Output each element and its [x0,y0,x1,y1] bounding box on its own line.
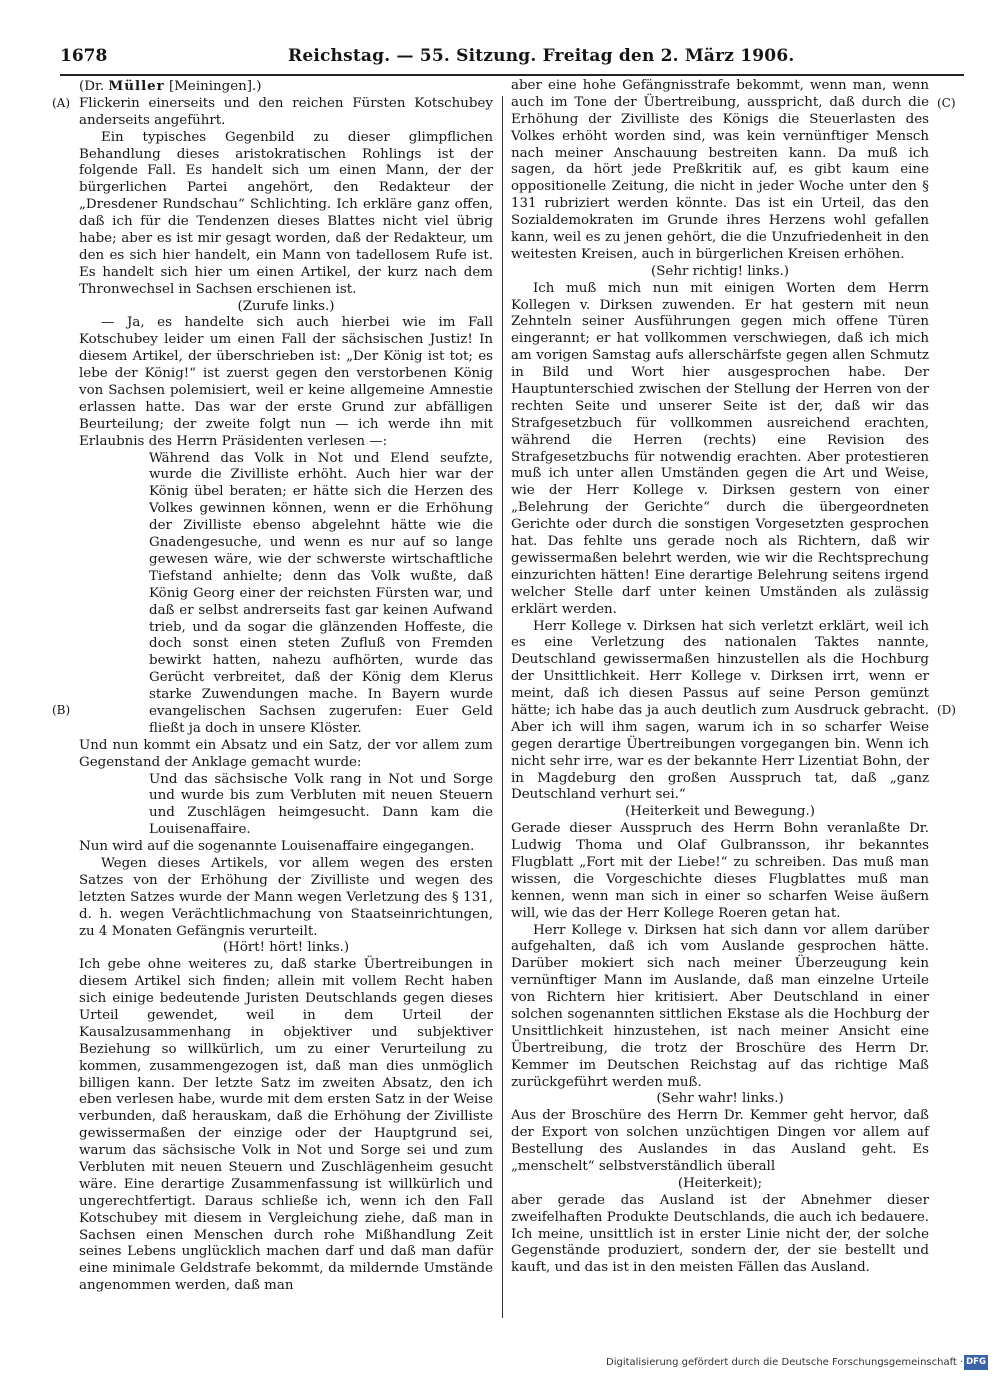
paragraph: Nun wird auf die sogenannte Louisenaffaire eingegangen. [79,839,475,855]
speaker-line [79,78,493,96]
paragraph: aber eine hohe Gefängnisstrafe bekommt, wenn man, wenn auch im Tone der Übertreibung, ausspricht, daß durch die Erhöhung der Zivilliste des Königs die Steuerlasten des Volkes erhöht worden sind, was kein vernünftiger Mensch nach meiner Anschauung bestreiten kann. Da muß ich sagen, da hört jede Preßkritik auf, es gibt kaum eine oppositionelle Zeitung, die nicht in jeder Woche unter den § 131 rubriziert werden könnte. Das ist ein Urteil, das den Sozialdemokraten im Grunde ihres Herzens wohl gefallen kann, weil es zu jenen gehört, die die Unzufriedenheit in den weitesten Kreisen, auch in bürgerlichen Kreisen erhöhen. [511,78,929,262]
margin-mark-b: (B) [52,703,71,717]
speaker-prefix: (Dr. [79,79,105,94]
block-quote: Während das Volk in Not und Elend seufzte, wurde die Zivilliste erhöht. Auch hier war der König übel beraten; er hätte sich die Herzen des Volkes gewinnen können, wenn er die Erhöhung der Zivilliste ebenso abgelehnt hätte wie die Gnadengesuche, und wenn es nur auf so lange gewesen wäre, wie der schwerste wirtschaftliche Tiefstand anhielte; denn das Volk wußte, daß König Georg einer der reichsten Fürsten war, und daß er selbst andrerseits fast gar keinen Aufwand trieb, und da sogar die glänzenden Hoffeste, die doch sonst einen steten Zufluß von Fremden bewirkt hatten, nahezu aufhörten, wurde das Gerücht verbreitet, daß der König dem Klerus starke Zuwendungen mache. In Bayern wurde evangelischen Sachsen zugerufen: Euer Geld fließt ja doch in unsere Klöster. [149,450,493,736]
right-column [511,78,929,1277]
paragraph: Wegen dieses Artikels, vor allem wegen des ersten Satzes von der Erhöhung der Zivilliste und wegen des letzten Satzes wurde der Mann wegen Verletzung des § 131, d. h. wegen Verächtlichmachung von Staatseinrichtungen, zu 4 Monaten Gefängnis verurteilt. [79,855,493,939]
dfg-logo-icon: DFG [964,1355,988,1370]
interjection: (Sehr wahr! links.) [656,1091,784,1107]
paragraph: Herr Kollege v. Dirksen hat sich dann vor allem darüber aufgehalten, daß ich vom Auslande gesprochen hätte. Darüber mokiert sich nach meiner Überzeugung kein vernünftiger Mann im Auslande, daß man einzelne Urteile von Richtern hier kritisiert. Aber Deutschland in einer solchen sogenannten sittlichen Ekstase als die Hochburg der Unsittlichkeit hinzustehen, ist nach meiner Ansicht eine Übertreibung, die trotz der Broschüre des Herrn Dr. Kemmer im Deutschen Reichstag auf das richtige Maß zurückgeführt werden muß. [511,922,929,1090]
interjection: (Heiterkeit); [677,1175,763,1191]
block-quote: Und das sächsische Volk rang in Not und Sorge und wurde bis zum Verbluten mit neuen Steuern und Zuschlägen heimgesucht. Dann kam die Louisenaffaire. [149,771,493,838]
speaker-name: Müller [108,78,165,94]
paragraph: Aus der Broschüre des Herrn Dr. Kemmer geht hervor, daß der Export von solchen unzüchtigen Dingen vor allem auf Bestellung des Auslandes in das Ausland geht. Es „menschelt“ selbstverständlich überall [511,1108,929,1174]
interjection: (Sehr richtig! links.) [651,263,789,279]
paragraph: Ein typisches Gegenbild zu dieser glimpflichen Behandlung dieses aristokratischen Rohlings ist der folgende Fall. Es handelt sich um einen Mann, der der bürgerlichen Partei angehört, den Redakteur der „Dresdener Rundschau“ Schlichting. Ich erkläre ganz offen, daß ich für die Tendenzen dieses Blattes nicht viel übrig habe; aber es ist mir gesagt worden, daß der Redakteur, um den es sich hier handelt, ein Mann von tadellosem Rufe ist. Es handelt sich hier um einen Artikel, der kurz nach dem Thronwechsel in Sachsen erschienen ist. [79,129,493,297]
margin-mark-c: (C) [937,96,956,110]
paragraph: aber gerade das Ausland ist der Abnehmer dieser zweifelhaften Produkte Deutschlands, die auch ich bedauere. Ich meine, unsittlich ist in erster Linie nicht der, der solche Gegenstände produziert, sondern der, der sie bestellt und kauft, und das ist in den meisten Fällen das Ausland. [511,1192,929,1276]
paragraph: Gerade dieser Ausspruch des Herrn Bohn veranlaßte Dr. Ludwig Thoma und Olaf Gulbransson, ihr bekanntes Flugblatt „Fort mit der Liebe!“ zu schreiben. Das muß man wissen, die Vorgeschichte dieses Flugblattes muß man kennen, wenn man sich in einer so scharfen Weise äußern will, wie das der Herr Kollege Roeren getan hat. [511,821,929,921]
left-column [79,78,493,1295]
margin-mark-d: (D) [937,703,956,717]
page-number: 1678 [60,46,108,66]
speaker-suffix: [Meiningen].) [169,79,262,94]
margin-mark-a: (A) [52,96,71,110]
page-header [60,46,964,72]
interjection: (Heiterkeit und Bewegung.) [625,804,815,820]
interjection: (Zurufe links.) [237,298,335,314]
paragraph: Und nun kommt ein Absatz und ein Satz, der vor allem zum Gegenstand der Anklage gemacht wurde: [79,737,493,770]
paragraph: — Ja, es handelte sich auch hierbei wie im Fall Kotschubey leider um einen Fall der sächsischen Justiz! In diesem Artikel, der überschrieben ist: „Der König ist tot; es lebe der König!“ ist zuerst gegen den verstorbenen König von Sachsen polemisiert, weil er keine allgemeine Amnestie erlassen hatte. Das war der erste Grund zur abfälligen Beurteilung; der zweite folgt nun — ich werde ihn mit Erlaubnis des Herrn Präsidenten verlesen —: [79,315,493,449]
header-rule [60,74,964,76]
paragraph: Flickerin einerseits und den reichen Fürsten Kotschubey anderseits angeführt. [79,95,493,128]
digitization-notice: Digitalisierung gefördert durch die Deutsche Forschungsgemeinschaft · [606,1357,964,1368]
column-divider [502,96,503,1318]
paragraph: Ich gebe ohne weiteres zu, daß starke Übertreibungen in diesem Artikel sich finden; allein mit vollem Recht haben sich einige bedeutende Juristen Deutschlands gegen dieses Urteil gewendet, weil in dem Urteil der Kausalzusammenhang in objektiver und subjektiver Beziehung so willkürlich, um zu einer Verurteilung zu kommen, zusammengezogen ist, daß man dies unmöglich billigen kann. Der letzte Satz im zweiten Absatz, den ich eben verlesen habe, wurde mit dem ersten Satz in der Weise verbunden, daß herauskam, daß die Erhöhung der Zivilliste gewissermaßen der einzige oder der Hauptgrund sei, warum das sächsische Volk in Not und Sorge sei und zum Verbluten mit neuen Steuern und Zuschlägenheim gesucht wäre. Eine derartige Zusammenfassung ist willkürlich und ungerechtfertigt. Daraus schließe ich, wenn ich den Fall Kotschubey mit diesem in Vergleichung ziehe, daß man in Sachsen einen Menschen durch rohe Mißhandlung Zeit seines Lebens unglücklich machen darf und daß man dafür eine minimale Geldstrafe bekommt, da mildernde Umstände angenommen werden, daß man [79,957,493,1294]
interjection: (Hört! hört! links.) [222,940,350,956]
running-title: Reichstag. — 55. Sitzung. Freitag den 2. März 1906. [288,46,795,66]
paragraph: Herr Kollege v. Dirksen hat sich verletzt erklärt, weil ich es eine Verletzung des nationalen Taktes nannte, Deutschland gewissermaßen hinzustellen als die Hochburg der Unsittlichkeit. Herr Kollege v. Dirksen irrt, wenn er meint, daß ich diesen Passus auf seine Person gemünzt hätte; ich habe das ja auch deutlich zum Ausdruck gebracht. Aber ich will ihm sagen, warum ich in so scharfer Weise gegen derartige Übertreibungen vorgegangen bin. Wenn ich nicht sehr irre, war es der bekannte Herr Lizentiat Bohn, der in Magdeburg den großen Ausspruch tat, daß „ganz Deutschland verhurt sei.“ [511,618,929,803]
paragraph: Ich muß mich nun mit einigen Worten dem Herrn Kollegen v. Dirksen zuwenden. Er hat gestern mit neun Zehnteln seiner Ausführungen gegen mich offene Türen eingerannt; er hat vollkommen verschwiegen, daß ich mich am vorigen Samstag aufs allerschärfste gegen allen Schmutz in Bild und Wort hier ausgesprochen habe. Der Hauptunterschied zwischen der Stellung der Herren von der rechten Seite und unserer Seite ist der, daß wir das Strafgesetzbuch für vollkommen ausreichend erachten, während die Herren (rechts) eine Revision des Strafgesetzbuchs für notwendig erachten. Aber protestieren muß ich unter allen Umständen gegen die Art und Weise, wie der Herr Kollege v. Dirksen gestern von einer „Belehrung der Gerichte“ durch die übergeordneten Gerichte oder durch die sonstigen Vorgesetzten gesprochen hat. Das fehlte uns gerade noch als Richtern, daß wir gewissermaßen belehrt werden, wie wir die Rechtsprechung einzurichten hätten! Eine derartige Belehrung seitens irgend welcher Stelle darf unter keinen Umständen als zulässig erklärt werden. [511,280,929,617]
